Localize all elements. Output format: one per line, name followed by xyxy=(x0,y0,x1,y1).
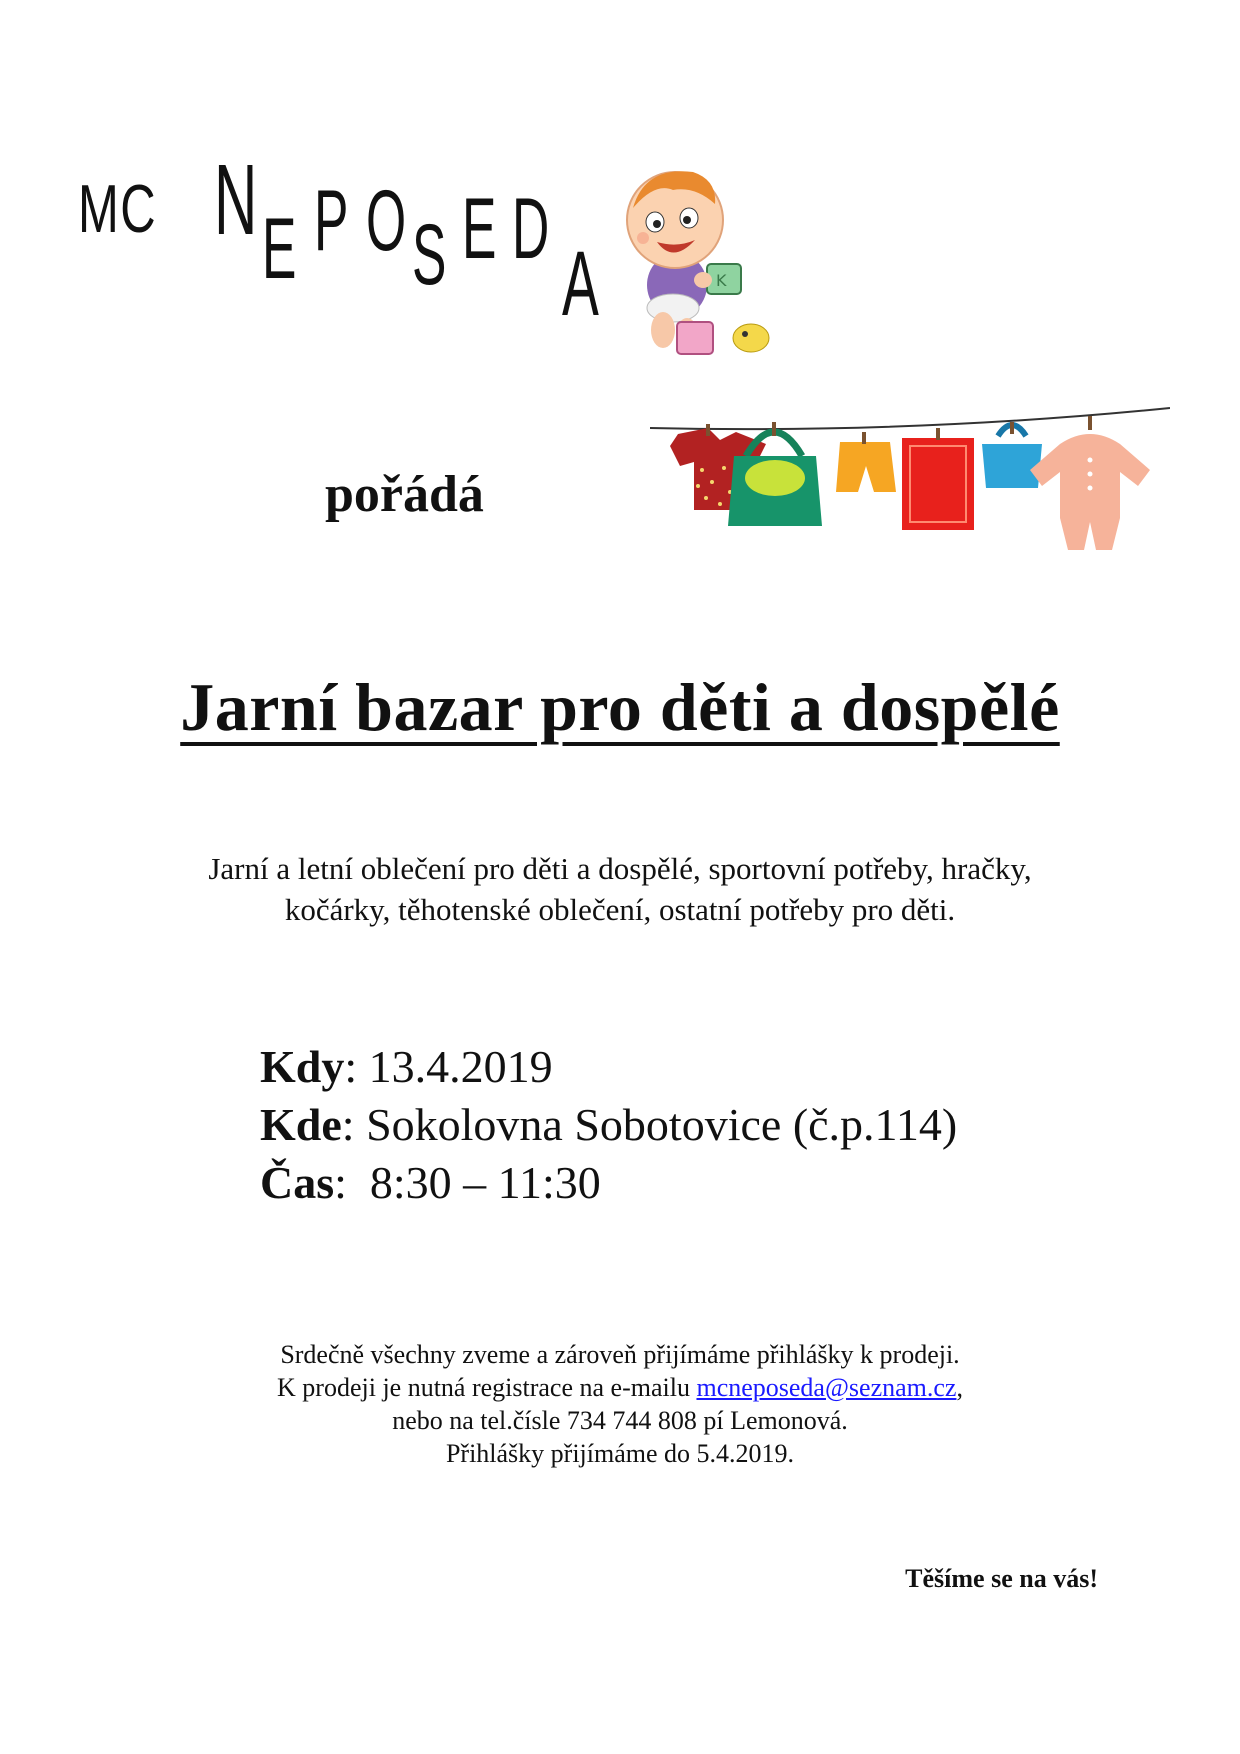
logo-wordmark xyxy=(214,144,634,335)
when-label: Kdy xyxy=(260,1041,345,1092)
time-value: 8:30 – 11:30 xyxy=(358,1157,601,1208)
where-label: Kde xyxy=(260,1099,342,1150)
registration-info xyxy=(0,1338,1240,1470)
description-line: Jarní a letní oblečení pro děti a dospělé, sportovní potřeby, hračky, xyxy=(208,851,1032,886)
logo-letter: N xyxy=(214,144,258,256)
organizes-text: pořádá xyxy=(325,466,484,523)
toddler-with-blocks-icon xyxy=(615,160,775,365)
event-description xyxy=(0,848,1240,930)
clothesline-icon xyxy=(650,400,1170,565)
event-details xyxy=(260,1038,957,1212)
logo-letter: D xyxy=(512,181,550,277)
footer-line-suffix: , xyxy=(956,1373,963,1402)
logo-letter: E xyxy=(262,201,297,297)
where-value: Sokolovna Sobotovice (č.p.114) xyxy=(366,1099,958,1150)
event-title-text: Jarní bazar pro děti a dospělé xyxy=(180,669,1060,745)
footer-line: Přihlášky přijímáme do 5.4.2019. xyxy=(445,1439,795,1468)
email-link[interactable]: mcneposeda@seznam.cz xyxy=(696,1373,957,1402)
detail-when: Kdy: 13.4.2019 xyxy=(260,1041,553,1092)
time-label: Čas xyxy=(260,1157,335,1208)
detail-where: Kde: Sokolovna Sobotovice (č.p.114) xyxy=(260,1099,958,1150)
logo-letter: P xyxy=(314,173,349,269)
footer-line: nebo na tel.čísle 734 744 808 pí Lemonová. xyxy=(392,1406,848,1435)
logo-prefix: MC xyxy=(78,171,158,247)
footer-line-prefix: K prodeji je nutná registrace na e-mailu xyxy=(277,1373,697,1402)
logo-letter: S xyxy=(412,207,447,303)
event-title xyxy=(0,668,1240,747)
detail-time: Čas: 8:30 – 11:30 xyxy=(260,1157,601,1208)
closing-text: Těšíme se na vás! xyxy=(905,1564,1098,1593)
logo-letter: A xyxy=(562,233,599,335)
when-value: 13.4.2019 xyxy=(368,1041,553,1092)
description-line: kočárky, těhotenské oblečení, ostatní potřeby pro děti. xyxy=(284,892,956,927)
svg-text:K: K xyxy=(716,271,727,290)
footer-line: Srdečně všechny zveme a zároveň přijímáme přihlášky k prodeji. xyxy=(280,1340,960,1369)
footer-line xyxy=(0,1371,1240,1404)
logo-letter: E xyxy=(462,181,497,277)
logo-letter: O xyxy=(366,173,407,269)
